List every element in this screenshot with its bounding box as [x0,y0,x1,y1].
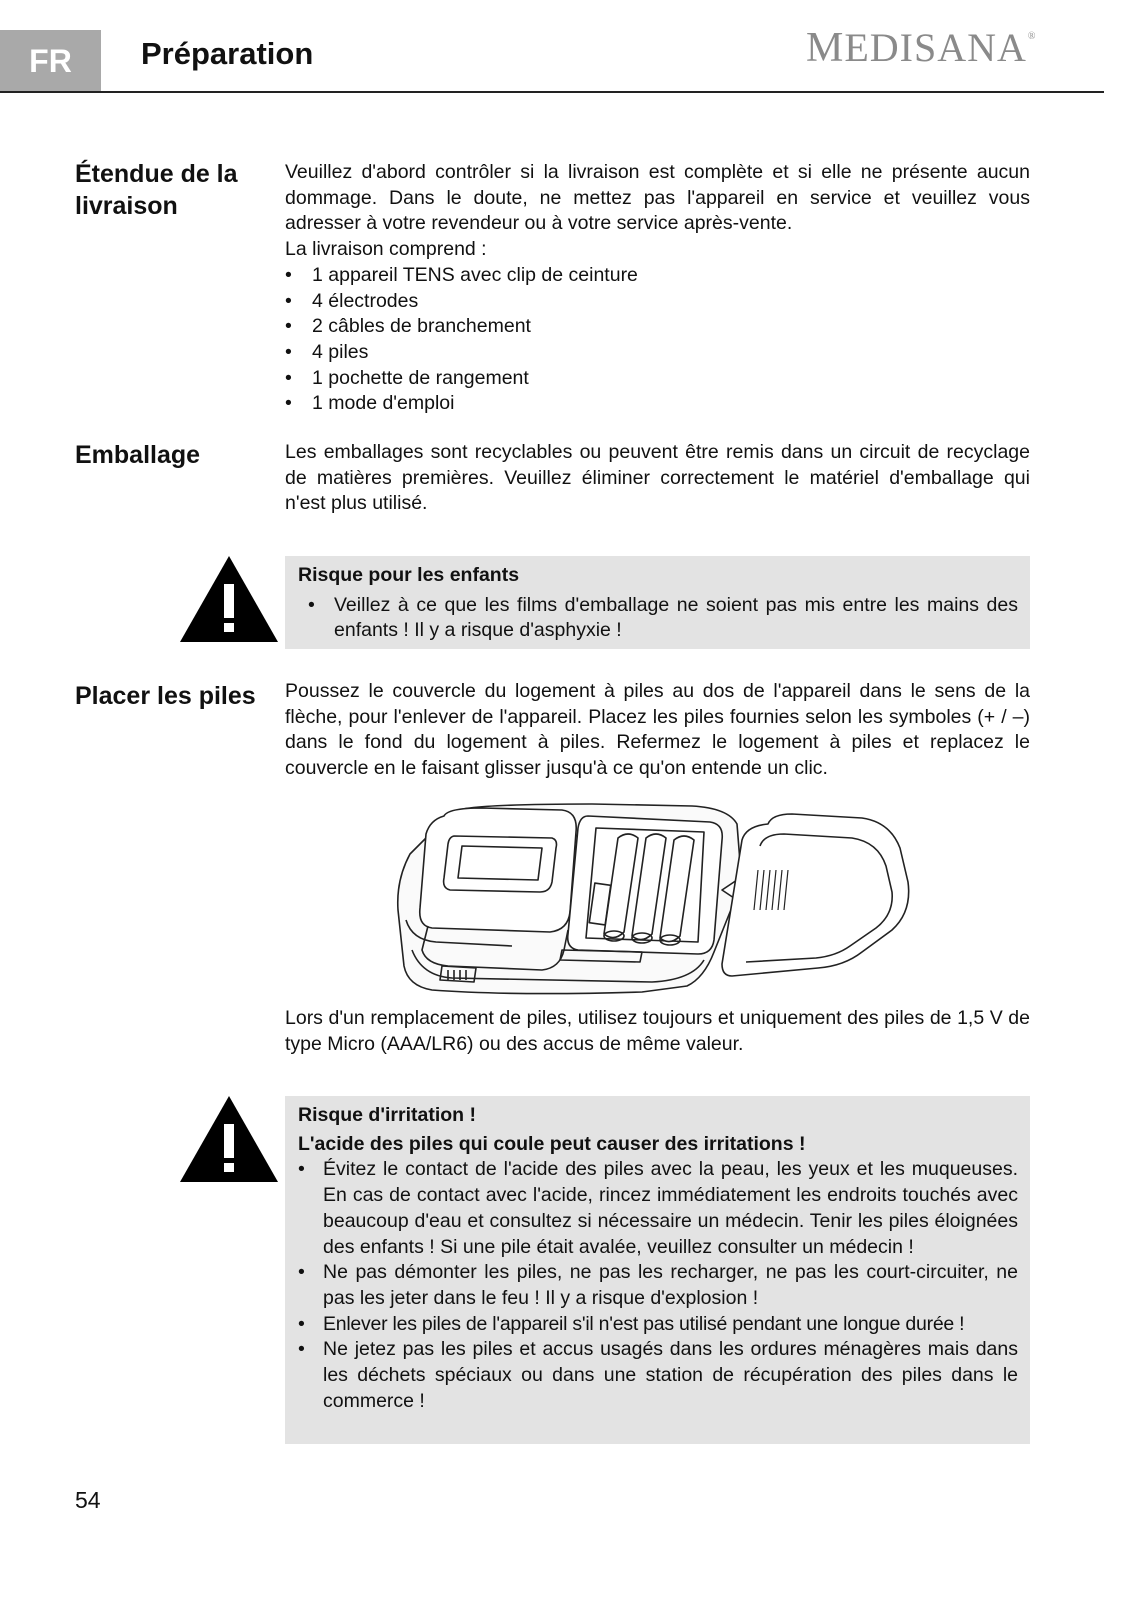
list-item: • 4 électrodes [285,289,1030,315]
irritation-warning-item: Ne jetez pas les piles et accus usagés dans les ordures ménagères mais dans les déchets spéciaux ou dans une station de récupération des piles dans le commerce ! [323,1338,1018,1412]
delivery-section-title [75,158,238,222]
registered-mark: ® [1027,31,1037,42]
page-number: 54 [75,1487,101,1513]
irritation-warning-item: Enlever les piles de l'appareil s'il n'est pas utilisé pendant une longue durée ! [323,1312,965,1335]
delivery-items-list [285,263,1030,417]
list-item: • 2 câbles de branchement [285,314,1030,340]
brand-rest: EDISANA [844,25,1027,70]
irritation-warning-item: Évitez le contact de l'acide des piles avec la peau, les yeux et les muqueuses. En cas de contact avec l'acide, rincez immédiatement les endroits touchés avec beaucoup d'eau et consultez si nécessaire un médecin. Tenir les piles éloignées des enfants ! Si une pile était avalée, veuillez consulter un médecin ! [323,1158,1018,1258]
list-item: • 1 pochette de rangement [285,366,1030,392]
list-item: • Évitez le contact de l'acide des piles avec la peau, les yeux et les muqueuses. En cas de contact avec l'acide, rincez immédiatement les endroits touchés avec beaucoup d'eau et consultez si nécessaire un médecin. Tenir les piles éloignées des enfants ! Si une pile était avalée, veuillez consulter un médecin ! [298,1158,1018,1258]
children-warning-box [285,556,1030,649]
language-tab: FR [0,30,101,92]
header-divider [0,91,1104,93]
delivery-includes-label: La livraison comprend : [285,238,487,261]
batteries-after-text-block [285,1006,1030,1057]
packaging-section-title: Emballage [75,441,201,469]
irritation-warning-subtitle: L'acide des piles qui coule peut causer des irritations ! [298,1132,806,1155]
warning-triangle-icon [180,1096,278,1182]
irritation-warning-item: Ne pas démonter les piles, ne pas les recharger, ne pas les court-circuiter, ne pas les jeter dans le feu ! Il y a risque d'explosion ! [323,1261,1018,1309]
packaging-text: Les emballages sont recyclables ou peuvent être remis dans un circuit de recyclage de matières premières. Veuillez éliminer correctement le matériel d'emballage qui n'est plus utilisé. [285,441,1030,515]
list-item: • Ne jetez pas les piles et accus usagés dans les ordures ménagères mais dans les déchets spéciaux ou dans une station de récupération des piles dans le commerce ! [298,1338,1018,1412]
children-warning-title: Risque pour les enfants [298,564,520,586]
irritation-warning-box [285,1096,1030,1444]
list-item: • 1 appareil TENS avec clip de ceinture [285,263,1030,289]
children-warning-item: Veillez à ce que les films d'emballage ne soient pas mis entre les mains des enfants ! Il y a risque d'asphyxie ! [334,593,1018,642]
delivery-title-line2: livraison [75,192,178,220]
list-item: • Ne pas démonter les piles, ne pas les recharger, ne pas les court-circuiter, ne pas les jeter dans le feu ! Il y a risque d'explosion ! [298,1261,1018,1309]
packaging-section-body [285,440,1030,517]
irritation-warning-title: Risque d'irritation ! [298,1104,476,1126]
device-battery-illustration [392,800,912,998]
page-title: Préparation [141,36,314,71]
children-warning-list [298,593,1018,644]
warning-triangle-icon [180,556,278,642]
list-item: • 1 mode d'emploi [285,391,1030,417]
irritation-warning-list [298,1157,1018,1414]
brand-logo [806,24,1037,72]
delivery-title-line1: Étendue de la [75,160,238,188]
delivery-intro: Veuillez d'abord contrôler si la livraison est complète et si elle ne présente aucun dommage. Dans le doute, ne mettez pas l'appareil en service et veuillez vous adresser à votre revendeur ou à votre service après-vente. [285,161,1030,235]
delivery-section-body [285,160,1030,417]
batteries-section-body [285,679,1030,782]
list-item: • Enlever les piles de l'appareil s'il n'est pas utilisé pendant une longue durée ! [298,1312,965,1335]
brand-initial: M [806,25,845,71]
batteries-section-title: Placer les piles [75,682,256,710]
batteries-text: Poussez le couvercle du logement à piles au dos de l'appareil dans le sens de la flèche, pour l'enlever de l'appareil. Placez les piles fournies selon les symboles (+ / –) dans le fond du logement à piles. Refermez le logement à piles et replacez le couvercle en le faisant glisser jusqu'à ce qu'on entende un clic. [285,680,1030,780]
list-item: • 4 piles [285,340,1030,366]
list-item: • Veillez à ce que les films d'emballage ne soient pas mis entre les mains des enfants ! Il y a risque d'asphyxie ! [308,593,1018,642]
batteries-after-text: Lors d'un remplacement de piles, utilisez toujours et uniquement des piles de 1,5 V de type Micro (AAA/LR6) ou des accus de même valeur. [285,1007,1030,1055]
